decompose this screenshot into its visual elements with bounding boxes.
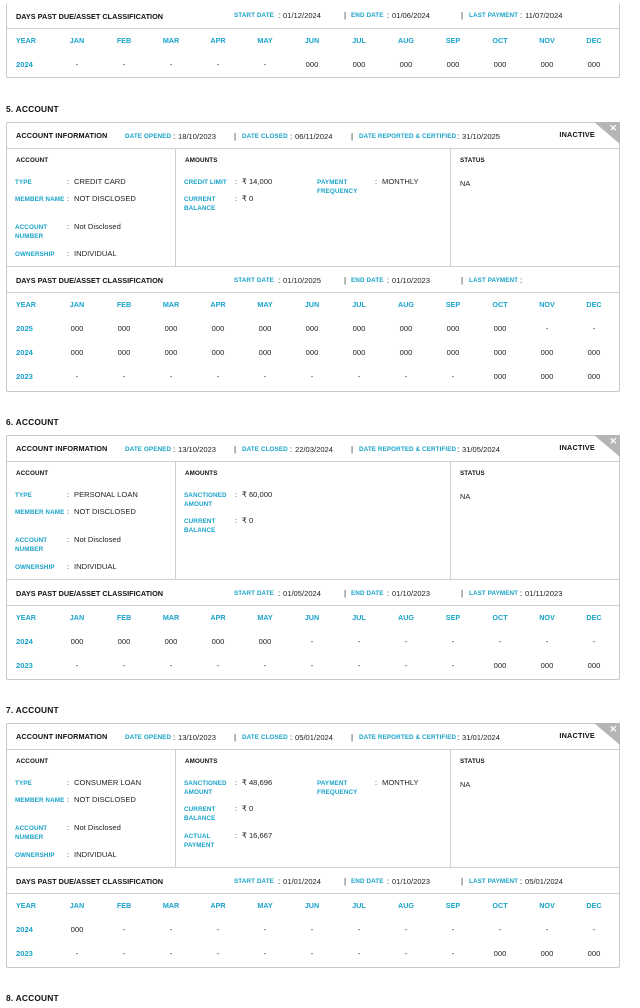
- month-header-row: [7, 894, 619, 918]
- dpd-cell: 000: [493, 348, 507, 357]
- date-opened-value: 18/10/2023: [178, 132, 217, 141]
- dpd-header: DAYS PAST DUE/ASSET CLASSIFICATION START DATE : 01/10/2025 | END DATE : 01/10/2023 | LAST PAYMENT :: [7, 267, 619, 293]
- dpd-cell: 000: [446, 324, 460, 333]
- dpd-cell: 000: [493, 324, 507, 333]
- dpd-cell: -: [545, 637, 549, 646]
- dpd-cell: 000: [70, 925, 84, 934]
- account-number-value: Not Disclosed: [74, 222, 121, 231]
- dpd-cell: 000: [540, 348, 554, 357]
- account-5-heading: 5. ACCOUNT: [6, 104, 59, 114]
- status-badge: INACTIVE: [559, 731, 595, 740]
- month-label-oct: OCT: [492, 300, 508, 309]
- dpd-cell: -: [169, 925, 173, 934]
- year-label: 2023: [16, 661, 33, 670]
- year-label: 2025: [16, 324, 33, 333]
- dpd-cell: -: [263, 60, 267, 69]
- dpd-cell: 000: [164, 348, 178, 357]
- dpd-cell: -: [451, 661, 455, 670]
- month-label-may: MAY: [257, 613, 273, 622]
- dpd-cell: -: [357, 949, 361, 958]
- dpd-cell: -: [310, 637, 314, 646]
- month-label-mar: MAR: [162, 36, 180, 45]
- dpd-cell: 000: [305, 324, 319, 333]
- date-reported-label: DATE REPORTED & CERTIFIED: [359, 133, 457, 140]
- dpd-month-grid: [7, 293, 619, 389]
- month-label-feb: FEB: [116, 300, 132, 309]
- month-label-aug: AUG: [398, 36, 414, 45]
- dpd-cell: -: [216, 925, 220, 934]
- status-column: STATUS NA: [460, 758, 485, 789]
- dpd-cell: 000: [587, 348, 601, 357]
- credit-limit-value: ₹ 14,000: [242, 177, 273, 186]
- dpd-cell: 000: [258, 324, 272, 333]
- month-label-mar: MAR: [162, 613, 180, 622]
- type-value: PERSONAL LOAN: [74, 490, 138, 499]
- date-opened-value: 13/10/2023: [178, 445, 217, 454]
- dpd-cell: 000: [352, 60, 366, 69]
- month-label-jun: JUN: [304, 36, 320, 45]
- dpd-cell: -: [169, 949, 173, 958]
- month-label-jun: JUN: [304, 901, 320, 910]
- dpd-cell: 000: [446, 348, 460, 357]
- dpd-cell: 000: [70, 637, 84, 646]
- date-closed-value: 22/03/2024: [295, 445, 334, 454]
- dpd-cell: -: [451, 925, 455, 934]
- account-number-value: Not Disclosed: [74, 823, 121, 832]
- dpd-cell: 000: [540, 661, 554, 670]
- member-name-value: NOT DISCLOSED: [74, 795, 136, 804]
- month-label-feb: FEB: [116, 36, 132, 45]
- account-info-header: ACCOUNT INFORMATION DATE OPENED : 18/10/2023 | DATE CLOSED : 06/11/2024 | DATE REPORTED & CERTIFIED : 31/10/2025 INACTIVE ✕: [7, 123, 619, 149]
- month-label-dec: DEC: [586, 36, 602, 45]
- dpd-cell: 000: [352, 324, 366, 333]
- status-value: NA: [460, 492, 471, 501]
- dpd-cell: 000: [117, 324, 131, 333]
- dpd-cell: -: [545, 324, 549, 333]
- month-label-apr: APR: [210, 300, 226, 309]
- dpd-cell: -: [263, 661, 267, 670]
- month-label-oct: OCT: [492, 36, 508, 45]
- status-column: STATUS NA: [460, 157, 485, 188]
- month-label-jan: JAN: [69, 300, 85, 309]
- month-label-oct: OCT: [492, 613, 508, 622]
- year-label: 2024: [16, 348, 33, 357]
- ownership-value: INDIVIDUAL: [74, 249, 117, 258]
- status-value: NA: [460, 179, 471, 188]
- year-label: 2023: [16, 372, 33, 381]
- type-value: CONSUMER LOAN: [74, 778, 142, 787]
- dpd-cell: -: [404, 637, 408, 646]
- month-label-aug: AUG: [398, 901, 414, 910]
- dpd-cell: 000: [211, 324, 225, 333]
- status-value: NA: [460, 780, 471, 789]
- dpd-header: DAYS PAST DUE/ASSET CLASSIFICATION START DATE : 01/01/2024 | END DATE : 01/10/2023 | LAST PAYMENT : 05/01/2024: [7, 868, 619, 894]
- year-row: [7, 341, 619, 365]
- month-label-year: YEAR: [16, 300, 36, 309]
- month-label-mar: MAR: [162, 901, 180, 910]
- last-payment-label: LAST PAYMENT: [469, 12, 519, 19]
- month-label-jan: JAN: [69, 613, 85, 622]
- month-label-feb: FEB: [116, 613, 132, 622]
- dpd-cell: -: [404, 372, 408, 381]
- dpd-cell: -: [357, 372, 361, 381]
- account-info-body: [7, 750, 619, 868]
- year-row: [7, 630, 619, 654]
- dpd-cell: 000: [305, 60, 319, 69]
- account-6-heading: 6. ACCOUNT: [6, 417, 59, 427]
- month-label-apr: APR: [210, 613, 226, 622]
- date-reported-value: 31/05/2024: [462, 445, 501, 454]
- dpd-cell: -: [357, 925, 361, 934]
- dpd-cell: -: [357, 661, 361, 670]
- end-date-value: 01/10/2023: [392, 589, 431, 598]
- dpd-month-grid: [7, 29, 619, 77]
- month-label-aug: AUG: [398, 300, 414, 309]
- date-closed-value: 06/11/2024: [295, 132, 333, 141]
- month-label-may: MAY: [257, 300, 273, 309]
- dpd-cell: 000: [540, 372, 554, 381]
- ownership-value: INDIVIDUAL: [74, 850, 117, 859]
- month-label-dec: DEC: [586, 901, 602, 910]
- close-corner[interactable]: [594, 723, 620, 745]
- dpd-cell: 000: [70, 348, 84, 357]
- dpd-cell: -: [263, 949, 267, 958]
- dpd-cell: -: [216, 661, 220, 670]
- dpd-cell: -: [75, 372, 79, 381]
- dpd-cell: -: [169, 60, 173, 69]
- month-label-oct: OCT: [492, 901, 508, 910]
- dpd-cell: -: [122, 925, 126, 934]
- dpd-cell: 000: [258, 637, 272, 646]
- dpd-cell: -: [404, 925, 408, 934]
- month-label-sep: SEP: [445, 300, 461, 309]
- month-label-sep: SEP: [445, 613, 461, 622]
- year-label: 2024: [16, 925, 33, 934]
- month-label-nov: NOV: [539, 901, 555, 910]
- month-label-jul: JUL: [352, 613, 366, 622]
- month-label-jul: JUL: [352, 36, 366, 45]
- dpd-header: DAYS PAST DUE/ASSET CLASSIFICATION START DATE : 01/05/2024 | END DATE : 01/10/2023 | LAST PAYMENT : 01/11/2023: [7, 580, 619, 606]
- last-payment-value: 11/07/2024: [525, 11, 563, 20]
- month-label-feb: FEB: [116, 901, 132, 910]
- month-header-row: [7, 29, 619, 53]
- dpd-cell: 000: [211, 348, 225, 357]
- sanctioned-amount-value: ₹ 60,000: [242, 490, 273, 499]
- status-badge: INACTIVE: [559, 130, 595, 139]
- dpd-cell: -: [310, 372, 314, 381]
- month-label-apr: APR: [210, 901, 226, 910]
- close-icon[interactable]: ✕: [609, 123, 617, 133]
- month-label-nov: NOV: [539, 36, 555, 45]
- account-info-header: ACCOUNT INFORMATION DATE OPENED : 13/10/2023 | DATE CLOSED : 05/01/2024 | DATE REPORTED & CERTIFIED : 31/01/2024 INACTIVE ✕: [7, 724, 619, 750]
- account-7-card: [6, 723, 620, 968]
- dpd-cell: 000: [352, 348, 366, 357]
- account-6-card: [6, 435, 620, 680]
- end-date-value: 01/10/2023: [392, 877, 431, 886]
- type-value: CREDIT CARD: [74, 177, 126, 186]
- account-column: ACCOUNT TYPE : PERSONAL LOAN MEMBER NAME : NOT DISCLOSED ACCOUNT NUMBER : Not Disclosed OWNERSHIP : INDIVIDUAL: [7, 462, 176, 579]
- month-label-sep: SEP: [445, 36, 461, 45]
- month-label-mar: MAR: [162, 300, 180, 309]
- account-info-body: [7, 462, 619, 580]
- dpd-cell: 000: [493, 372, 507, 381]
- current-balance-value: ₹ 0: [242, 516, 254, 525]
- account-column: ACCOUNT TYPE : CONSUMER LOAN MEMBER NAME : NOT DISCLOSED ACCOUNT NUMBER : Not Disclosed OWNERSHIP : INDIVIDUAL: [7, 750, 176, 867]
- dpd-cell: -: [498, 925, 502, 934]
- dpd-cell: -: [169, 372, 173, 381]
- date-reported-value: 31/10/2025: [462, 132, 501, 141]
- account-number-value: Not Disclosed: [74, 535, 121, 544]
- month-label-jul: JUL: [352, 300, 366, 309]
- month-label-jun: JUN: [304, 300, 320, 309]
- dpd-cell: 000: [164, 324, 178, 333]
- date-closed-label: DATE CLOSED: [242, 133, 288, 140]
- dpd-cell: 000: [399, 324, 413, 333]
- dpd-cell: -: [75, 949, 79, 958]
- payment-frequency-value: MONTHLY: [382, 177, 419, 186]
- month-label-may: MAY: [257, 901, 273, 910]
- sanctioned-amount-value: ₹ 48,696: [242, 778, 273, 787]
- dpd-cell: -: [404, 661, 408, 670]
- dpd-cell: 000: [164, 637, 178, 646]
- dpd-cell: 000: [587, 60, 601, 69]
- year-label: 2024: [16, 637, 33, 646]
- current-balance-value: ₹ 0: [242, 804, 254, 813]
- dpd-cell: 000: [540, 949, 554, 958]
- close-corner[interactable]: [594, 122, 620, 144]
- dpd-cell: -: [592, 637, 596, 646]
- date-opened-label: DATE OPENED: [125, 133, 172, 140]
- dpd-cell: -: [310, 661, 314, 670]
- dpd-title: DAYS PAST DUE/ASSET CLASSIFICATION: [16, 12, 164, 21]
- year-row: [7, 365, 619, 389]
- date-opened-value: 13/10/2023: [178, 733, 217, 742]
- dpd-cell: -: [545, 925, 549, 934]
- date-closed-value: 05/01/2024: [295, 733, 334, 742]
- dpd-cell: -: [592, 324, 596, 333]
- amounts-column: AMOUNTS CREDIT LIMIT : ₹ 14,000 CURRENT BALANCE : ₹ 0 PAYMENT FREQUENCY : MONTHLY: [176, 149, 451, 266]
- current-balance-value: ₹ 0: [242, 194, 254, 203]
- dpd-cell: 000: [211, 637, 225, 646]
- account-8-heading: 8. ACCOUNT: [6, 993, 59, 1003]
- month-label-jan: JAN: [69, 36, 85, 45]
- month-label-sep: SEP: [445, 901, 461, 910]
- dpd-cell: -: [122, 372, 126, 381]
- member-name-value: NOT DISCLOSED: [74, 194, 136, 203]
- year-row: [7, 317, 619, 341]
- dpd-cell: -: [592, 925, 596, 934]
- year-row: [7, 654, 619, 678]
- status-column: STATUS NA: [460, 470, 485, 501]
- dpd-cell: -: [122, 949, 126, 958]
- dpd-cell: -: [263, 925, 267, 934]
- dpd-cell: 000: [587, 372, 601, 381]
- account-7-heading: 7. ACCOUNT: [6, 705, 59, 715]
- dpd-cell: -: [122, 60, 126, 69]
- date-reported-value: 31/01/2024: [462, 733, 501, 742]
- year-row: [7, 942, 619, 966]
- dpd-cell: -: [75, 661, 79, 670]
- dpd-cell: -: [310, 949, 314, 958]
- close-corner[interactable]: [594, 435, 620, 457]
- dpd-cell: 000: [446, 60, 460, 69]
- dpd-header: DAYS PAST DUE/ASSET CLASSIFICATION START DATE : 01/12/2024 | END DATE : 01/06/2024 | LAST PAYMENT : 11/07/2024: [7, 3, 619, 29]
- month-label-dec: DEC: [586, 300, 602, 309]
- dpd-cell: -: [451, 949, 455, 958]
- dpd-cell: 000: [399, 60, 413, 69]
- month-header-row: [7, 606, 619, 630]
- dpd-cell: 000: [540, 60, 554, 69]
- month-label-aug: AUG: [398, 613, 414, 622]
- dpd-cell: 000: [493, 661, 507, 670]
- dpd-cell: 000: [117, 348, 131, 357]
- dpd-cell: 000: [117, 637, 131, 646]
- dpd-cell: -: [357, 637, 361, 646]
- month-label-jun: JUN: [304, 613, 320, 622]
- dpd-cell: 000: [587, 949, 601, 958]
- account-info-body: [7, 149, 619, 267]
- account-5-card: [6, 122, 620, 392]
- dpd-cell: -: [263, 372, 267, 381]
- start-date-value: 01/01/2024: [283, 877, 322, 886]
- year-label: 2024: [16, 60, 33, 69]
- dpd-cell: 000: [493, 60, 507, 69]
- start-date-label: START DATE: [234, 12, 274, 19]
- dpd-cell: -: [451, 372, 455, 381]
- dpd-cell: -: [169, 661, 173, 670]
- dpd-cell: 000: [399, 348, 413, 357]
- end-date-value: 01/10/2023: [392, 276, 431, 285]
- year-row: [7, 53, 619, 77]
- month-label-dec: DEC: [586, 613, 602, 622]
- dpd-title: DAYS PAST DUE/ASSET CLASSIFICATION: [16, 276, 164, 285]
- dpd-cell: -: [216, 60, 220, 69]
- month-label-may: MAY: [257, 36, 273, 45]
- close-icon[interactable]: ✕: [609, 724, 617, 734]
- month-label-year: YEAR: [16, 613, 36, 622]
- month-label-jan: JAN: [69, 901, 85, 910]
- dpd-cell: -: [75, 60, 79, 69]
- amounts-column: AMOUNTS SANCTIONED AMOUNT : ₹ 60,000 CURRENT BALANCE : ₹ 0: [176, 462, 451, 579]
- dpd-block-previous: [6, 3, 620, 78]
- dpd-cell: 000: [258, 348, 272, 357]
- close-icon[interactable]: ✕: [609, 436, 617, 446]
- dpd-cell: -: [310, 925, 314, 934]
- dpd-cell: 000: [493, 949, 507, 958]
- actual-payment-value: ₹ 16,667: [242, 831, 273, 840]
- last-payment-value: 05/01/2024: [525, 877, 564, 886]
- amounts-column: AMOUNTS SANCTIONED AMOUNT : ₹ 48,696 CURRENT BALANCE : ₹ 0 ACTUAL PAYMENT : ₹ 16,667 PAYMENT FREQUENCY : MONTHLY: [176, 750, 451, 867]
- end-date-label: END DATE: [351, 12, 384, 19]
- last-payment-value: 01/11/2023: [525, 589, 563, 598]
- dpd-cell: -: [498, 637, 502, 646]
- year-row: [7, 918, 619, 942]
- dpd-cell: -: [216, 949, 220, 958]
- dpd-cell: -: [216, 372, 220, 381]
- month-label-nov: NOV: [539, 613, 555, 622]
- start-date-value: 01/05/2024: [283, 589, 322, 598]
- dpd-cell: 000: [70, 324, 84, 333]
- year-label: 2023: [16, 949, 33, 958]
- start-date-value: 01/12/2024: [283, 11, 322, 20]
- dpd-month-grid: [7, 894, 619, 966]
- month-label-jul: JUL: [352, 901, 366, 910]
- payment-frequency-value: MONTHLY: [382, 778, 419, 787]
- month-label-year: YEAR: [16, 901, 36, 910]
- dpd-cell: 000: [305, 348, 319, 357]
- account-info-header: ACCOUNT INFORMATION DATE OPENED : 13/10/2023 | DATE CLOSED : 22/03/2024 | DATE REPORTED & CERTIFIED : 31/05/2024 INACTIVE ✕: [7, 436, 619, 462]
- month-label-apr: APR: [210, 36, 226, 45]
- account-info-title: ACCOUNT INFORMATION: [16, 131, 108, 140]
- ownership-value: INDIVIDUAL: [74, 562, 117, 571]
- dpd-month-grid: [7, 606, 619, 678]
- month-header-row: [7, 293, 619, 317]
- dpd-cell: -: [451, 637, 455, 646]
- dpd-cell: -: [404, 949, 408, 958]
- dpd-cell: 000: [587, 661, 601, 670]
- start-date-value: 01/10/2025: [283, 276, 322, 285]
- account-column: ACCOUNT TYPE : CREDIT CARD MEMBER NAME : NOT DISCLOSED ACCOUNT NUMBER : Not Disclosed OWNERSHIP : INDIVIDUAL: [7, 149, 176, 266]
- end-date-value: 01/06/2024: [392, 11, 431, 20]
- dpd-cell: -: [122, 661, 126, 670]
- month-label-nov: NOV: [539, 300, 555, 309]
- month-label-year: YEAR: [16, 36, 36, 45]
- status-badge: INACTIVE: [559, 443, 595, 452]
- member-name-value: NOT DISCLOSED: [74, 507, 136, 516]
